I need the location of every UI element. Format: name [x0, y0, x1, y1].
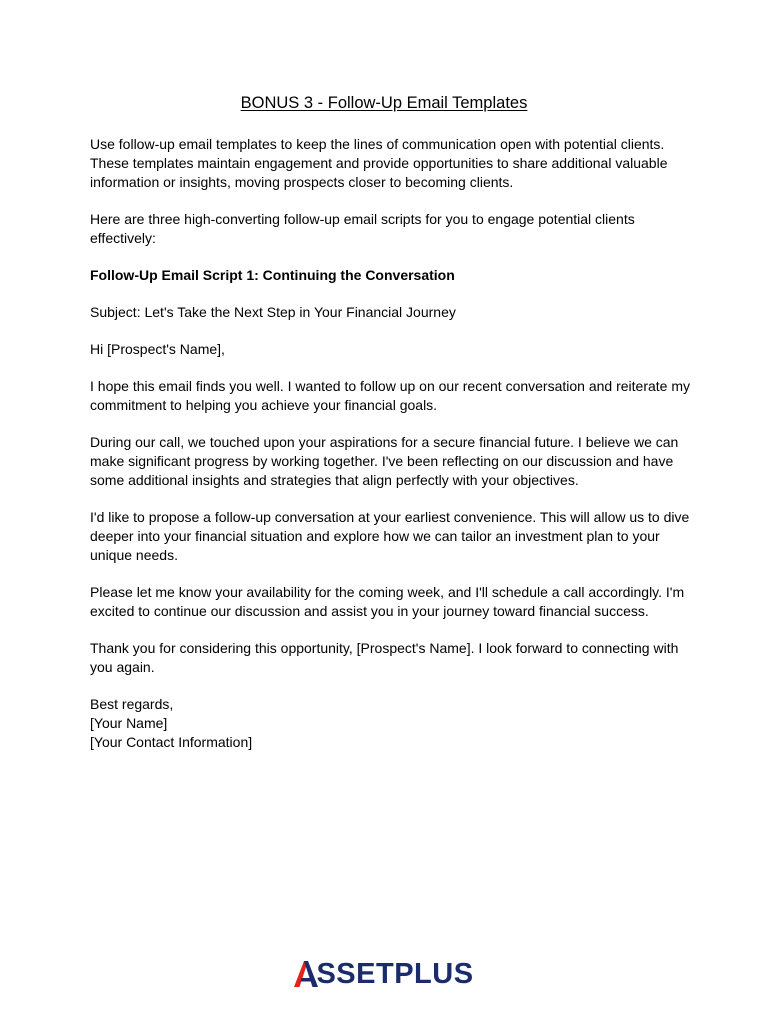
- email-signature-contact: [Your Contact Information]: [90, 734, 253, 750]
- email-template-body: [90, 135, 690, 752]
- assetplus-logo: [294, 958, 473, 990]
- intro-paragraph: Use follow-up email templates to keep the lines of communication open with potential clients. These templates maintain engagement and provide opportunities to share additional valuable information or insights, moving prospects closer to becoming clients.: [90, 136, 668, 190]
- email-paragraph-4: Please let me know your availability for the coming week, and I'll schedule a call accordingly. I'm excited to continue our discussion and assist you in your journey toward financial success.: [90, 584, 685, 619]
- email-greeting: Hi [Prospect's Name],: [90, 341, 225, 357]
- email-signoff: Best regards,: [90, 696, 174, 712]
- logo-a-mark-icon: [294, 961, 318, 987]
- email-paragraph-1: I hope this email finds you well. I wanted to follow up on our recent conversation and reiterate my commitment to helping you achieve your financial goals.: [90, 378, 690, 413]
- script-heading: Follow-Up Email Script 1: Continuing the Conversation: [90, 267, 455, 283]
- lead-in-paragraph: Here are three high-converting follow-up email scripts for you to engage potential clients effectively:: [90, 211, 635, 246]
- page-title: BONUS 3 - Follow-Up Email Templates: [240, 94, 528, 112]
- logo-wordmark: SSETPLUS: [316, 958, 474, 990]
- email-paragraph-2: During our call, we touched upon your aspirations for a secure financial future. I believe we can make significant progress by working together. I've been reflecting on our discussion and have some additional insights and strategies that align perfectly with your objectives.: [90, 434, 679, 488]
- footer-logo: [0, 958, 768, 990]
- email-paragraph-3: I'd like to propose a follow-up conversation at your earliest convenience. This will allow us to dive deeper into your financial situation and explore how we can tailor an investment plan to your unique needs.: [90, 509, 690, 563]
- email-signature-name: [Your Name]: [90, 715, 168, 731]
- email-subject: Subject: Let's Take the Next Step in Your Financial Journey: [90, 304, 456, 320]
- email-paragraph-5: Thank you for considering this opportunity, [Prospect's Name]. I look forward to connecting with you again.: [90, 640, 679, 675]
